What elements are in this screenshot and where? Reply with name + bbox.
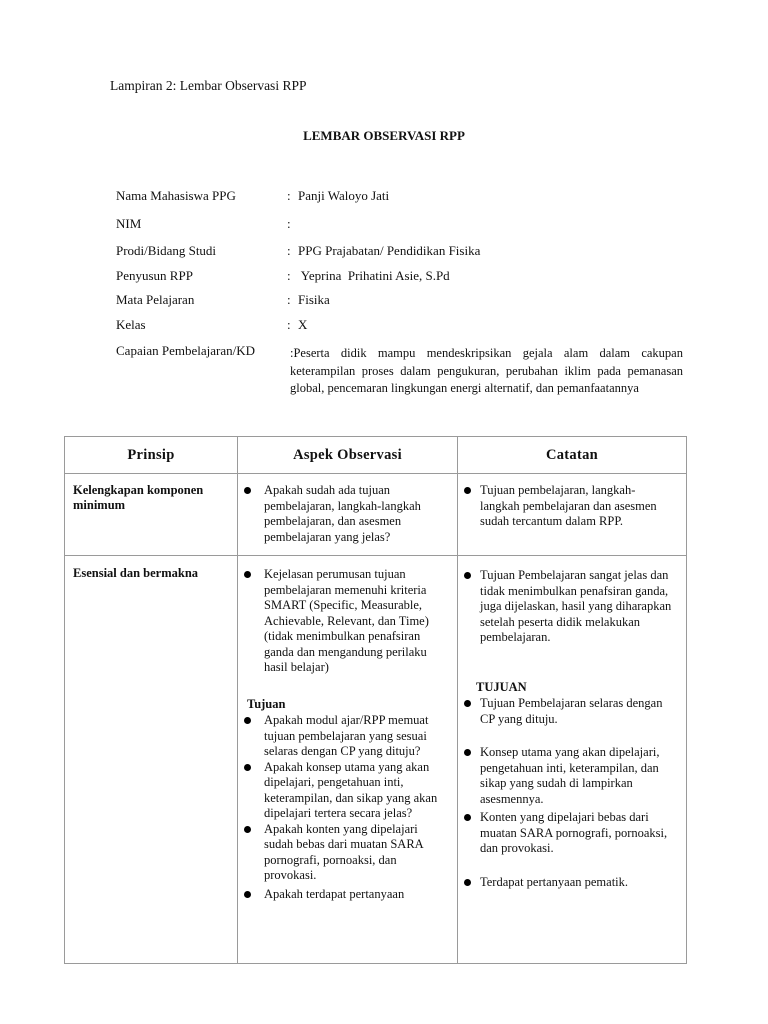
info-value: Panji Waloyo Jati — [298, 188, 390, 203]
bullet-icon — [244, 764, 251, 771]
cell-aspek — [238, 556, 458, 964]
header-prinsip: Prinsip — [65, 437, 238, 474]
list-item — [458, 810, 676, 857]
info-label: Nama Mahasiswa PPG — [116, 188, 236, 203]
list-item — [238, 483, 449, 545]
catatan-list — [458, 695, 686, 890]
header-aspek-observasi: Aspek Observasi — [238, 437, 458, 474]
info-value: PPG Prajabatan/ Pendidikan Fisika — [298, 243, 481, 258]
table-row — [65, 556, 687, 964]
list-item-text: Tujuan Pembelajaran sangat jelas dan tidak menimbulkan penafsiran ganda, juga dijelaskan, hasil yang diharapkan setelah peserta didik melakukan pembelajaran. — [480, 568, 672, 644]
bullet-icon — [244, 487, 251, 494]
cell-catatan — [458, 556, 687, 964]
list-item-text: Konsep utama yang akan dipelajari, pengetahuan inti, keterampilan, dan sikap yang sudah di lampirkan asesmennya. — [480, 745, 660, 806]
list-item — [458, 568, 676, 646]
header-catatan: Catatan — [458, 437, 687, 474]
list-item-text: Apakah sudah ada tujuan pembelajaran, langkah-langkah pembelajaran, dan asesmen pembelajaran yang jelas? — [264, 483, 421, 544]
prinsip-label: Kelengkapan komponen minimum — [73, 483, 204, 512]
info-colon: : — [287, 292, 291, 307]
info-colon: : — [287, 317, 291, 332]
info-colon: : — [287, 216, 291, 231]
bullet-icon — [464, 814, 471, 821]
info-colon: : — [287, 188, 291, 203]
list-item — [238, 822, 447, 884]
observation-table — [64, 436, 687, 964]
table-row — [65, 474, 687, 556]
aspek-subhead: Tujuan — [247, 696, 286, 711]
bullet-icon — [464, 572, 471, 579]
aspek-list — [238, 556, 457, 676]
list-item-text: Terdapat pertanyaan pematik. — [480, 874, 629, 889]
list-item-text: Apakah konsep utama yang akan dipelajari, pengetahuan inti, keterampilan, dan sikap yang akan dipelajari tertera secara jelas? — [264, 759, 438, 820]
info-value: X — [298, 317, 308, 332]
list-item — [238, 887, 447, 903]
info-colon: : — [287, 243, 291, 258]
bullet-icon — [244, 891, 251, 898]
catatan-list — [458, 474, 686, 530]
info-colon: : — [287, 268, 291, 283]
list-item — [458, 483, 668, 530]
bullet-icon — [464, 749, 471, 756]
table-header-row — [65, 437, 687, 474]
info-label: Penyusun RPP — [116, 268, 193, 283]
info-label: Prodi/Bidang Studi — [116, 243, 217, 258]
list-item-text: Apakah konten yang dipelajari sudah bebas dari muatan SARA pornografi, pornoaksi, dan provokasi. — [264, 821, 424, 882]
list-item-text: Apakah terdapat pertanyaan — [264, 886, 405, 901]
list-item-text: Tujuan pembelajaran, langkah-langkah pembelajaran dan asesmen sudah tercantum dalam RPP. — [480, 483, 657, 528]
aspek-list — [238, 474, 457, 545]
cell-prinsip — [65, 474, 238, 556]
list-item — [458, 875, 676, 891]
lampiran-caption: Lampiran 2: Lembar Observasi RPP — [110, 78, 307, 93]
capaian-text: :Peserta didik mampu mendeskripsikan gejala alam dalam cakupan keterampilan proses dalam pengukuran, perubahan iklim pada pemanasan global, pencemaran lingkungan energi alternatif, dan pemanfaatannya — [290, 346, 683, 395]
bullet-icon — [244, 826, 251, 833]
list-item — [458, 696, 676, 727]
cell-catatan — [458, 474, 687, 556]
info-label: NIM — [116, 216, 142, 231]
info-label: Mata Pelajaran — [116, 292, 195, 307]
aspek-list — [238, 712, 457, 902]
list-item-text: Konten yang dipelajari bebas dari muatan SARA pornografi, pornoaksi, dan provokasi. — [480, 810, 668, 855]
bullet-icon — [464, 487, 471, 494]
list-item — [458, 745, 676, 807]
info-label: Kelas — [116, 317, 146, 332]
list-item — [238, 713, 447, 760]
list-item — [238, 760, 447, 822]
bullet-icon — [464, 879, 471, 886]
list-item — [238, 567, 447, 676]
info-value: Yeprina Prihatini Asie, S.Pd — [298, 268, 450, 283]
catatan-list — [458, 556, 686, 646]
cell-prinsip — [65, 556, 238, 964]
info-value: Fisika — [298, 292, 330, 307]
list-item-text: Apakah modul ajar/RPP memuat tujuan pembelajaran yang sesuai selaras dengan CP yang dituju? — [264, 713, 429, 758]
bullet-icon — [244, 571, 251, 578]
bullet-icon — [244, 717, 251, 724]
list-item-text: Kejelasan perumusan tujuan pembelajaran memenuhi kriteria SMART (Specific, Measurable, Achievable, Relevant, dan Time) (tidak menimbulkan penafsiran ganda dan mengandung perilaku hasil belajar) — [264, 567, 429, 674]
cell-aspek — [238, 474, 458, 556]
bullet-icon — [464, 700, 471, 707]
list-item-text: Tujuan Pembelajaran selaras dengan CP yang dituju. — [480, 696, 663, 726]
document-title: LEMBAR OBSERVASI RPP — [303, 128, 465, 143]
prinsip-label: Esensial dan bermakna — [73, 566, 199, 580]
catatan-subhead: TUJUAN — [476, 679, 527, 694]
info-label: Capaian Pembelajaran/KD — [116, 343, 255, 358]
